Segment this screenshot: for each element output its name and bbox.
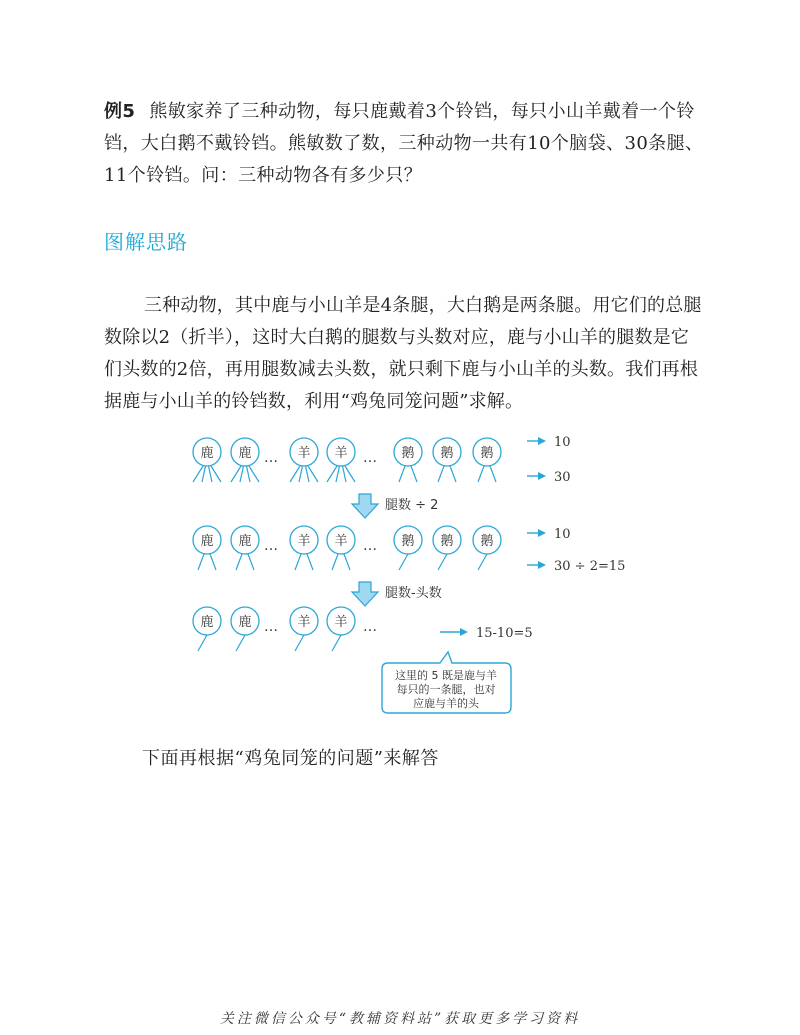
section-title: 图解思路 [104, 230, 188, 254]
deer-label: 鹿 [200, 446, 214, 461]
goat-label: 羊 [297, 615, 311, 630]
deer-leg [198, 554, 204, 570]
goat-label: 羊 [297, 446, 311, 461]
problem-text: 熊敏家养了三种动物，每只鹿戴着3个铃铛，每只小山羊戴着一个铃铛，大白鹅不戴铃铛。熊敏数了数，三种动物一共有10个脑袋、30条腿、11个铃铛。问：三种动物各有多少只？ [104, 101, 704, 186]
deer-leg [247, 466, 251, 482]
goat-leg [332, 635, 341, 651]
goose-label: 鹅 [440, 446, 454, 461]
deer-label: 鹿 [200, 615, 214, 630]
ellipsis: … [363, 619, 377, 635]
deer-leg [248, 554, 254, 570]
row1-heads-value: 10 [554, 435, 571, 450]
goose-leg [438, 466, 444, 482]
deer-leg [198, 635, 207, 651]
ellipsis: … [264, 450, 278, 466]
goose-leg [478, 466, 484, 482]
goose-leg [399, 466, 405, 482]
goat-leg [290, 466, 300, 482]
goat-leg [343, 466, 347, 482]
row2-heads-arrow-head [538, 529, 546, 537]
deer-leg [236, 635, 245, 651]
goose-leg [399, 554, 408, 570]
goat-label: 羊 [334, 615, 348, 630]
ellipsis: … [363, 450, 377, 466]
deer-leg [249, 466, 259, 482]
callout-line: 这里的 5 既是鹿与羊 [395, 669, 497, 682]
goose-leg [490, 466, 496, 482]
row1-legs-arrow-head [538, 472, 546, 480]
row2-heads-value: 10 [554, 527, 571, 542]
goose-leg [478, 554, 487, 570]
goose-label: 鹅 [440, 534, 454, 549]
deer-leg [210, 554, 216, 570]
goose-leg [438, 554, 447, 570]
goat-leg [332, 554, 338, 570]
goose-label: 鹅 [401, 446, 415, 461]
goat-leg [295, 554, 301, 570]
goat-leg [295, 635, 304, 651]
goat-leg [344, 554, 350, 570]
row2-legs-value: 30 ÷ 2=15 [554, 559, 626, 574]
step2-icon [352, 582, 378, 606]
explanation-paragraph: 三种动物，其中鹿与小山羊是4条腿，大白鹅是两条腿。用它们的总腿数除以2（折半），这时大白鹅的腿数与头数对应，鹿与小山羊的腿数是它们头数的2倍，再用腿数减去头数，就只剩下鹿与小山羊的头数。我们再根据鹿与小山羊的铃铛数，利用“鸡兔同笼问题”求解。 [104, 295, 702, 412]
goose-label: 鹅 [401, 534, 415, 549]
goat-leg [308, 466, 318, 482]
goat-leg [306, 466, 310, 482]
row2-legs-arrow-head [538, 561, 546, 569]
goose-label: 鹅 [480, 446, 494, 461]
deer-label: 鹿 [238, 446, 252, 461]
callout-line: 应鹿与羊的头 [413, 697, 479, 710]
goat-leg [299, 466, 303, 482]
step2-label: 腿数-头数 [385, 586, 442, 601]
footer-note: 关注微信公众号“教辅资料站”获取更多学习资料 [219, 1011, 581, 1027]
bottom-line: 下面再根据“鸡兔同笼的问题”来解答 [142, 748, 439, 769]
goat-leg [307, 554, 313, 570]
goose-leg [450, 466, 456, 482]
row1-heads-arrow-head [538, 437, 546, 445]
deer-leg [236, 554, 242, 570]
deer-leg [211, 466, 221, 482]
goose-leg [411, 466, 417, 482]
row3-result-value: 15-10=5 [476, 626, 533, 641]
deer-label: 鹿 [200, 534, 214, 549]
ellipsis: … [264, 538, 278, 554]
goat-leg [345, 466, 355, 482]
deer-leg [193, 466, 203, 482]
ellipsis: … [363, 538, 377, 554]
ellipsis: … [264, 619, 278, 635]
goat-leg [327, 466, 337, 482]
deer-leg [231, 466, 241, 482]
goat-label: 羊 [297, 534, 311, 549]
row3-result-arrow-head [460, 628, 468, 636]
step1-icon [352, 494, 378, 518]
deer-leg [240, 466, 244, 482]
deer-label: 鹿 [238, 534, 252, 549]
goose-label: 鹅 [480, 534, 494, 549]
goat-label: 羊 [334, 534, 348, 549]
row1-legs-value: 30 [554, 470, 571, 485]
goat-leg [336, 466, 340, 482]
problem-label: 例5 [104, 101, 136, 122]
deer-leg [209, 466, 213, 482]
goat-label: 羊 [334, 446, 348, 461]
step1-label: 腿数 ÷ 2 [385, 498, 439, 513]
deer-label: 鹿 [238, 615, 252, 630]
deer-leg [202, 466, 206, 482]
callout-line: 每只的一条腿，也对 [396, 683, 496, 696]
